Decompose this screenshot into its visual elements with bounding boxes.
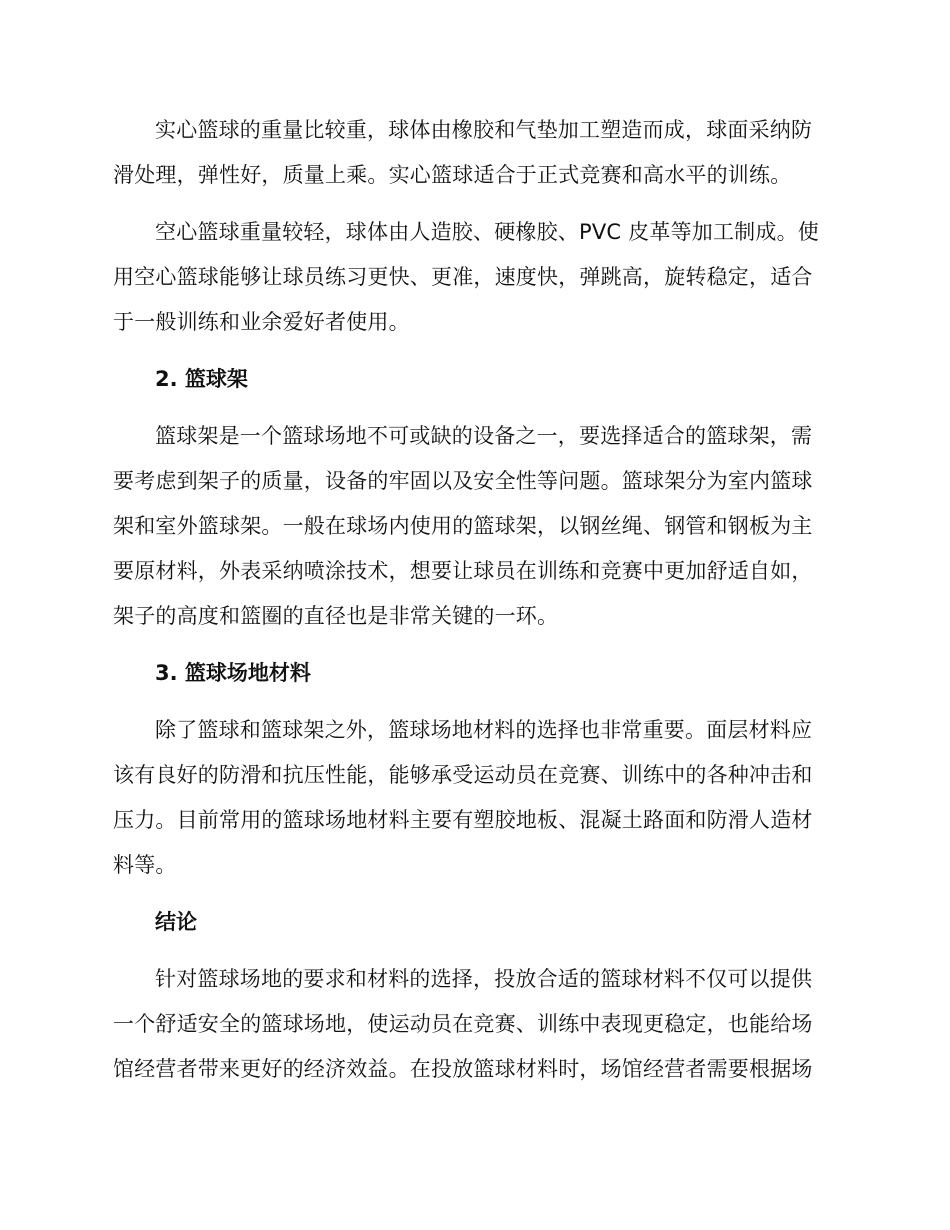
document-page <box>113 108 833 1104</box>
text-line: 实心篮球的重量比较重，球体由橡胶和气垫加工塑造而成，球面采纳防 <box>155 118 813 142</box>
text-line: 架子的高度和篮圈的直径也是非常关键的一环。 <box>113 604 559 628</box>
text-line: 要考虑到架子的质量，设备的牢固以及安全性等问题。篮球架分为室内篮球 <box>113 469 813 493</box>
paragraph-hollow-basketball <box>113 210 833 345</box>
section-heading-hoop: 2. 篮球架 <box>155 367 248 391</box>
section-heading-conclusion: 结论 <box>155 910 197 934</box>
text-line: 滑处理，弹性好，质量上乘。实心篮球适合于正式竞赛和高水平的训练。 <box>113 163 792 187</box>
text-line: 该有良好的防滑和抗压性能，能够承受运动员在竞赛、训练中的各种冲击和 <box>113 763 813 787</box>
text-line: 空心篮球重量较轻，球体由人造胶、硬橡胶、PVC 皮革等加工制成。使 <box>155 220 819 244</box>
text-line: 于一般训练和业余爱好者使用。 <box>113 310 410 334</box>
text-line: 要原材料，外表采纳喷涂技术，想要让球员在训练和竞赛中更加舒适自如， <box>113 559 813 583</box>
section-heading-court-materials: 3. 篮球场地材料 <box>155 661 311 685</box>
paragraph-conclusion <box>113 957 833 1092</box>
text-line: 压力。目前常用的篮球场地材料主要有塑胶地板、混凝土路面和防滑人造材 <box>113 808 813 832</box>
paragraph-hoop <box>113 414 833 639</box>
text-line: 架和室外篮球架。一般在球场内使用的篮球架，以钢丝绳、钢管和钢板为主 <box>113 514 813 538</box>
text-line: 料等。 <box>113 853 177 877</box>
text-line: 针对篮球场地的要求和材料的选择，投放合适的篮球材料不仅可以提供 <box>155 967 813 991</box>
text-line: 一个舒适安全的篮球场地，使运动员在竞赛、训练中表现更稳定，也能给场 <box>113 1012 813 1036</box>
text-line: 篮球架是一个篮球场地不可或缺的设备之一，要选择适合的篮球架，需 <box>155 424 813 448</box>
text-line: 用空心篮球能够让球员练习更快、更准，速度快，弹跳高，旋转稳定，适合 <box>113 265 813 289</box>
text-line: 除了篮球和篮球架之外，篮球场地材料的选择也非常重要。面层材料应 <box>155 718 813 742</box>
paragraph-solid-basketball <box>113 108 833 198</box>
paragraph-court-materials <box>113 708 833 888</box>
text-line: 馆经营者带来更好的经济效益。在投放篮球材料时，场馆经营者需要根据场 <box>113 1057 813 1081</box>
